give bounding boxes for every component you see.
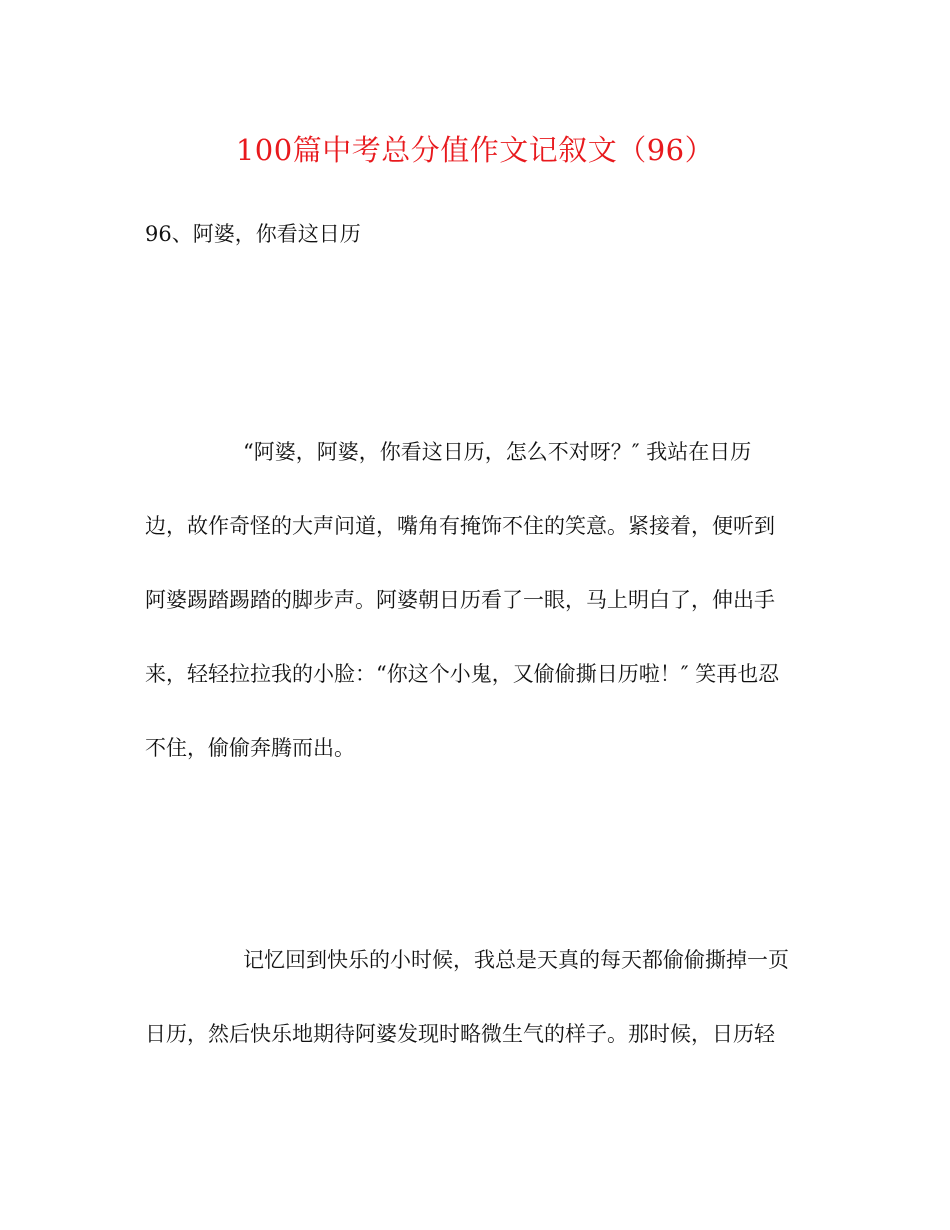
paragraph-1: [145, 438, 810, 808]
paragraph-line: 日历，然后快乐地期待阿婆发现时略微生气的样子。那时候，日历轻: [145, 1022, 775, 1046]
paragraph-line: 不住，偷偷奔腾而出。: [145, 736, 355, 760]
paragraph-line: 记忆回到快乐的小时候，我总是天真的每天都偷偷撕掉一页: [243, 948, 789, 972]
paragraph-line: 边，故作奇怪的大声问道，嘴角有掩饰不住的笑意。紧接着，便听到: [145, 514, 775, 538]
essay-heading: 96、阿婆，你看这日历: [145, 222, 361, 246]
paragraph-2: [145, 946, 810, 1094]
paragraph-line: “阿婆，阿婆，你看这日历，怎么不对呀？″ 我站在日历: [243, 440, 752, 464]
paragraph-line: 来，轻轻拉拉我的小脸：“你这个小鬼，又偷偷撕日历啦！″ 笑再也忍: [145, 662, 780, 686]
document-title: 100篇中考总分值作文记叙文（96）: [235, 133, 715, 167]
paragraph-line: 阿婆踢踏踢踏的脚步声。阿婆朝日历看了一眼，马上明白了，伸出手: [145, 588, 775, 612]
